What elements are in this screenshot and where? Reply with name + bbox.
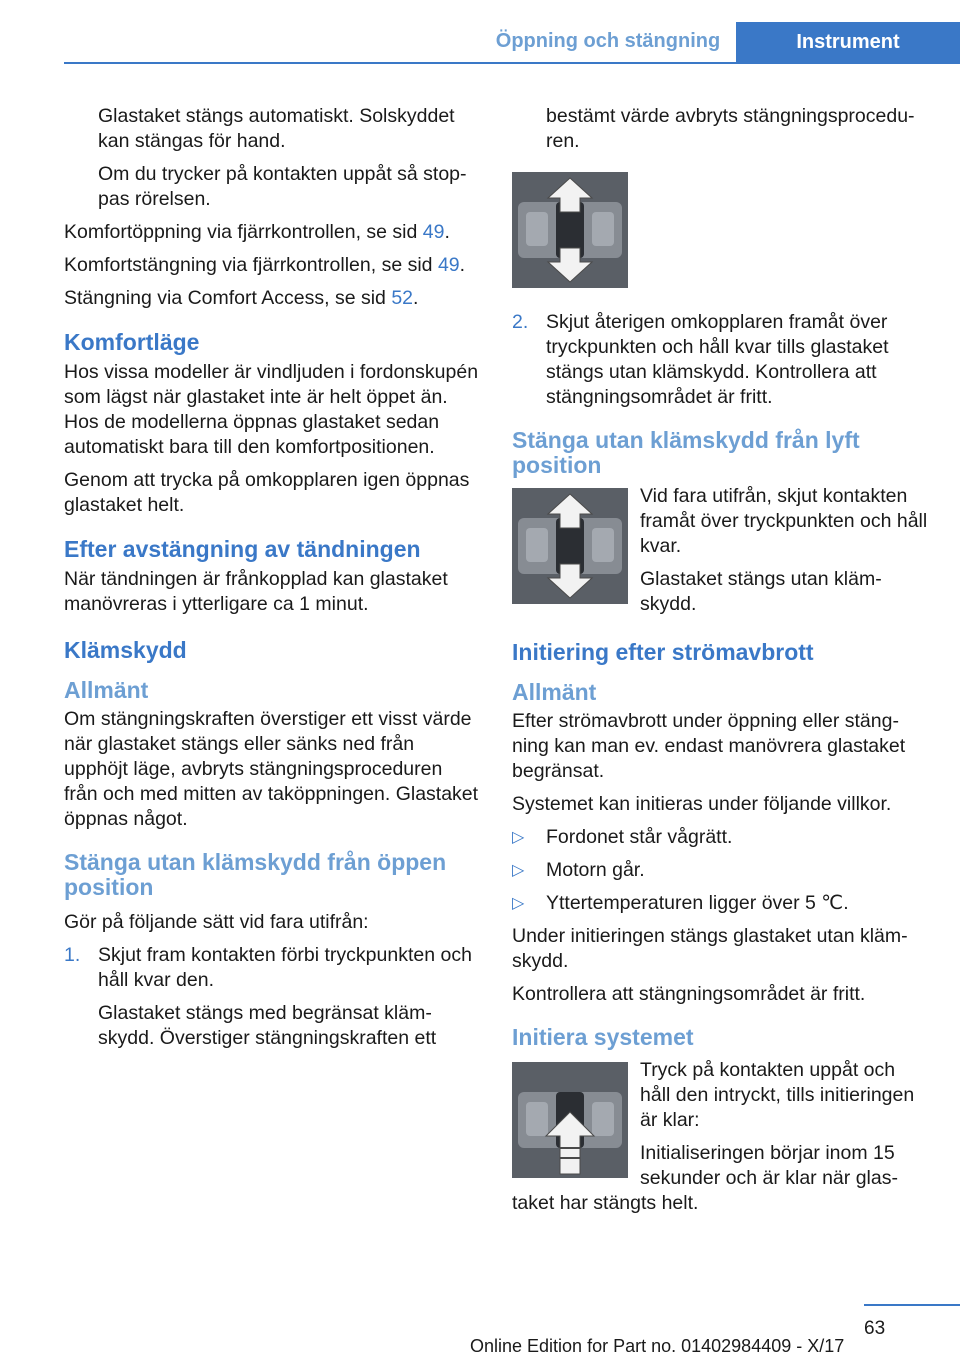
paragraph: Tryck på kontakten uppåt och håll den intryckt, tills initieringen är klar: [640,1059,915,1131]
heading-initiering: Initiering efter strömavbrott [512,639,814,665]
list-item [512,310,928,410]
bullet-triangle-icon: ▷ [512,862,525,879]
paragraph: Glastaket stängs automatiskt. Solskyddet kan stängas för hand. [98,105,455,152]
step-list [512,310,928,410]
paragraph: Vid fara utifrån, skjut kontakten framåt över tryckpunkten och håll kvar. [640,485,928,557]
subheading-stanga-oppen: Stänga utan klämskydd från öppen position [64,849,447,900]
list-item: ▷ Motorn går. [512,859,645,881]
subheading-allmant: Allmänt [64,677,149,703]
step-list [64,943,480,1059]
header-chapter-tab: Instrument [736,22,960,62]
switch-figure-up-down [512,488,628,604]
condition-list [512,825,928,916]
page-link[interactable]: 49 [422,221,445,243]
list-item: ▷ Yttertemperaturen ligger över 5 ℃. [512,892,849,914]
subheading-stanga-lyft: Stänga utan klämskydd från lyft position [512,427,860,478]
switch-figure-up [512,1062,628,1178]
heading-komfortlage: Komfortläge [64,329,200,355]
step-number: 1. [64,944,81,966]
paragraph: När tändningen är frånkopplad kan glastaket manövreras i ytterligare ca 1 minut. [64,568,448,615]
double-arrow-icon [512,172,628,288]
subheading-allmant: Allmänt [512,679,597,705]
heading-klamskydd: Klämskydd [64,637,187,663]
paragraph: Efter strömavbrott under öppning eller stängning kan man ev. endast manövrera glastaket begränsat. [512,710,906,782]
step-text: Glastaket stängs med begränsat klämskydd. Överstiger stängningskraften ett [98,1002,437,1049]
footer-rule [864,1304,960,1306]
edition-note: Online Edition for Part no. 01402984409 - X/17 [470,1336,845,1356]
paragraph: Under initieringen stängs glastaket utan klämskydd. [512,925,908,972]
paragraph: Gör på följande sätt vid fara utifrån: [64,911,369,933]
bullet-triangle-icon: ▷ [512,895,525,912]
page-header [0,0,960,64]
header-rule [64,62,960,64]
paragraph: Om du trycker på kontakten uppåt så stoppas rörelsen. [98,163,467,210]
page-link[interactable]: 49 [437,254,460,276]
page-link[interactable]: 52 [391,287,414,309]
paragraph: Initialiseringen börjar inom 15 sekunder och är klar när glastaket har stängts helt. [512,1142,898,1214]
up-arrow-icon [512,1062,628,1178]
paragraph: Genom att trycka på omkopplaren igen öppnas glastaket helt. [64,469,470,516]
bullet-triangle-icon: ▷ [512,829,525,846]
step-text: Skjut återigen omkopplaren framåt över tryckpunkten och håll kvar tills glastaket stängs utan klämskydd. Kontrollera att stängningsområdet är fritt. [546,311,889,408]
paragraph: Glastaket stängs utan klämskydd. [640,568,882,615]
step-number: 2. [512,311,529,333]
step-text-continued: bestämt värde avbryts stängningsproceduren. [546,105,915,152]
left-column [64,104,480,1067]
paragraph: Hos vissa modeller är vindljuden i fordonskupén som lägst när glastaket inte är helt öppet än. Hos de modellerna öppnas glastaket sedan automatiskt bara till den komfortpositionen. [64,361,479,458]
page-number: 63 [864,1318,886,1339]
double-arrow-icon [512,488,628,604]
step-text: Skjut fram kontakten förbi tryckpunkten och håll kvar den. [98,944,472,991]
cross-reference: Stängning via Comfort Access, se sid 52. [64,287,419,309]
paragraph: Om stängningskraften överstiger ett visst värde när glastaket stängs eller sänks ned från upphöjt läge, avbryts stängningsproceduren från och med mitten av taköppningen. Glastaket öppnas något. [64,708,479,830]
cross-reference: Komfortöppning via fjärrkontrollen, se sid 49. [64,221,450,243]
right-column [512,104,928,1224]
paragraph: Kontrollera att stängningsområdet är fritt. [512,983,866,1005]
heading-efter-avstangning: Efter avstängning av tändningen [64,536,421,562]
list-item [64,943,480,1059]
paragraph: Systemet kan initieras under följande villkor. [512,793,892,815]
subheading-initiera-systemet: Initiera systemet [512,1024,694,1050]
list-item: ▷ Fordonet står vågrätt. [512,826,733,848]
cross-reference: Komfortstängning via fjärrkontrollen, se sid 49. [64,254,466,276]
switch-figure-up-down [512,172,628,288]
header-section-title: Öppning och stängning [495,30,721,52]
